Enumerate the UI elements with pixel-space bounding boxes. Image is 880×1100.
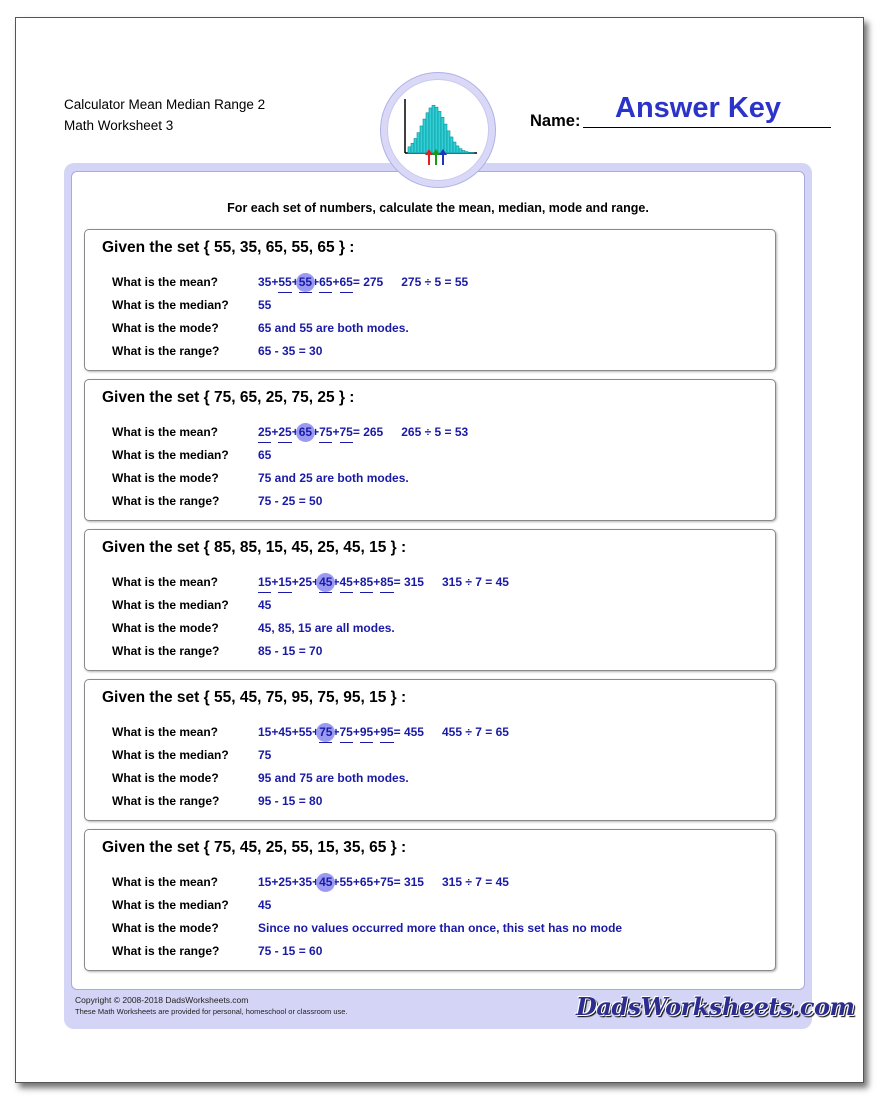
plus-sign: + xyxy=(312,425,320,439)
plus-sign: + xyxy=(271,875,279,889)
sorted-value: 75 xyxy=(380,875,394,889)
mode-answer: Since no values occurred more than once, this set has no mode xyxy=(258,921,623,935)
plus-sign: + xyxy=(291,725,299,739)
mean-question: What is the mean? xyxy=(112,425,219,439)
sorted-value: 55 xyxy=(278,275,292,289)
plus-sign: + xyxy=(291,875,299,889)
sorted-value: 35 xyxy=(298,875,313,889)
sorted-value: 65 xyxy=(339,275,353,289)
sorted-value: 25 xyxy=(278,425,292,439)
mean-question: What is the mean? xyxy=(112,275,219,289)
mean-division: 265 ÷ 5 = 53 xyxy=(401,425,469,439)
mode-question: What is the mode? xyxy=(112,621,219,635)
plus-sign: + xyxy=(312,725,320,739)
plus-sign: + xyxy=(332,725,340,739)
histogram-bar xyxy=(429,108,432,153)
plus-sign: + xyxy=(352,725,360,739)
sorted-value: 65 xyxy=(319,275,333,289)
median-answer: 45 xyxy=(258,598,272,612)
range-question: What is the range? xyxy=(112,344,220,358)
sorted-value: 35 xyxy=(258,275,272,289)
problem-card xyxy=(84,679,776,821)
sorted-value: 65 xyxy=(359,875,374,889)
plus-sign: + xyxy=(271,425,279,439)
mode-question: What is the mode? xyxy=(112,771,219,785)
median-question: What is the median? xyxy=(112,298,229,312)
histogram-bar xyxy=(408,147,411,153)
histogram-bar xyxy=(420,126,423,153)
histogram-bar xyxy=(432,105,435,153)
problem-card xyxy=(84,829,776,971)
median-value-highlighted: 75 xyxy=(319,725,333,739)
median-answer: 45 xyxy=(258,898,272,912)
range-question: What is the range? xyxy=(112,494,220,508)
plus-sign: + xyxy=(332,275,340,289)
histogram-bar xyxy=(414,139,417,153)
median-question: What is the median? xyxy=(112,898,229,912)
mode-answer: 45, 85, 15 are all modes. xyxy=(258,621,395,635)
worksheet-content xyxy=(71,171,805,990)
sorted-value: 15 xyxy=(258,725,272,739)
histogram-bar xyxy=(465,152,468,153)
problem-title: Given the set { 75, 65, 25, 75, 25 } : xyxy=(102,389,355,406)
sorted-value: 95 xyxy=(380,725,394,739)
mean-question: What is the mean? xyxy=(112,875,219,889)
median-question: What is the median? xyxy=(112,448,229,462)
median-question: What is the median? xyxy=(112,598,229,612)
plus-sign: + xyxy=(291,575,299,589)
mode-answer: 65 and 55 are both modes. xyxy=(258,321,409,335)
plus-sign: + xyxy=(312,875,320,889)
mode-question: What is the mode? xyxy=(112,321,219,335)
range-question: What is the range? xyxy=(112,794,220,808)
histogram-bar xyxy=(444,124,447,153)
mean-sum: = 275 xyxy=(352,275,384,289)
mean-answer xyxy=(258,425,468,439)
plus-sign: + xyxy=(373,575,381,589)
histogram-icon xyxy=(381,73,497,189)
plus-sign: + xyxy=(332,875,340,889)
range-answer: 65 - 35 = 30 xyxy=(258,344,323,358)
median-question: What is the median? xyxy=(112,748,229,762)
histogram-logo xyxy=(380,72,496,188)
sorted-value: 75 xyxy=(319,425,333,439)
histogram-bar xyxy=(456,146,459,153)
sorted-value: 45 xyxy=(278,725,292,739)
mean-division: 315 ÷ 7 = 45 xyxy=(441,575,509,589)
sorted-value: 75 xyxy=(339,425,353,439)
median-value-highlighted: 55 xyxy=(298,275,313,289)
problem-title: Given the set { 55, 45, 75, 95, 75, 95, 15 } : xyxy=(102,689,407,706)
mode-question: What is the mode? xyxy=(112,471,219,485)
footer-copyright: Copyright © 2008-2018 DadsWorksheets.com xyxy=(75,995,249,1005)
plus-sign: + xyxy=(312,575,320,589)
mean-answer xyxy=(258,575,509,589)
worksheet-subtitle: Math Worksheet 3 xyxy=(64,118,174,133)
median-answer: 75 xyxy=(258,748,272,762)
histogram-bar xyxy=(411,143,414,153)
mean-division: 315 ÷ 7 = 45 xyxy=(441,875,509,889)
sorted-value: 85 xyxy=(380,575,394,589)
histogram-bar xyxy=(450,137,453,153)
histogram-bar xyxy=(447,131,450,153)
plus-sign: + xyxy=(332,575,340,589)
plus-sign: + xyxy=(271,575,279,589)
problem-card xyxy=(84,529,776,671)
mean-question: What is the mean? xyxy=(112,575,219,589)
problem-card xyxy=(84,379,776,521)
plus-sign: + xyxy=(291,425,299,439)
histogram-bar xyxy=(459,149,462,153)
mean-sum: = 265 xyxy=(352,425,384,439)
mean-sum: = 315 xyxy=(393,575,424,589)
problem-title: Given the set { 55, 35, 65, 55, 65 } : xyxy=(102,239,355,256)
sorted-value: 55 xyxy=(339,875,353,889)
histogram-bar xyxy=(423,119,426,153)
median-answer: 65 xyxy=(258,448,272,462)
range-question: What is the range? xyxy=(112,644,220,658)
mean-answer xyxy=(258,725,509,739)
footer-note: These Math Worksheets are provided for personal, homeschool or classroom use. xyxy=(75,1007,348,1016)
plus-sign: + xyxy=(352,875,360,889)
histogram-bar xyxy=(468,152,471,153)
median-value-highlighted: 45 xyxy=(319,575,333,589)
sorted-value: 55 xyxy=(298,725,313,739)
histogram-bar xyxy=(441,117,444,153)
histogram-bar xyxy=(426,113,429,153)
histogram-bar xyxy=(438,111,441,153)
range-question: What is the range? xyxy=(112,944,220,958)
plus-sign: + xyxy=(291,275,299,289)
mean-sum: = 315 xyxy=(393,875,424,889)
worksheet-title: Calculator Mean Median Range 2 xyxy=(64,97,266,112)
problem-card xyxy=(84,229,776,371)
sorted-value: 25 xyxy=(258,425,272,439)
problem-title: Given the set { 75, 45, 25, 55, 15, 35, 65 } : xyxy=(102,839,407,856)
plus-sign: + xyxy=(373,725,381,739)
sorted-value: 15 xyxy=(258,875,272,889)
sorted-value: 75 xyxy=(339,725,353,739)
histogram-bar xyxy=(453,142,456,153)
histogram-bar xyxy=(435,107,438,153)
name-field-line xyxy=(583,127,831,128)
plus-sign: + xyxy=(312,275,320,289)
worksheet-frame xyxy=(64,163,855,1029)
sorted-value: 15 xyxy=(258,575,272,589)
plus-sign: + xyxy=(271,725,279,739)
mean-question: What is the mean? xyxy=(112,725,219,739)
sorted-value: 45 xyxy=(339,575,353,589)
plus-sign: + xyxy=(352,575,360,589)
mean-division: 455 ÷ 7 = 65 xyxy=(441,725,509,739)
histogram-bar xyxy=(417,133,420,153)
median-value-highlighted: 45 xyxy=(319,875,333,889)
sorted-value: 25 xyxy=(298,575,313,589)
plus-sign: + xyxy=(271,275,279,289)
dadsworksheets-logo: DadsWorksheets.com xyxy=(576,992,855,1021)
plus-sign: + xyxy=(332,425,340,439)
sorted-value: 25 xyxy=(278,875,292,889)
range-answer: 75 - 15 = 60 xyxy=(258,944,323,958)
range-answer: 85 - 15 = 70 xyxy=(258,644,323,658)
problem-title: Given the set { 85, 85, 15, 45, 25, 45, 15 } : xyxy=(102,539,407,556)
mode-question: What is the mode? xyxy=(112,921,219,935)
name-label: Name: xyxy=(530,112,581,130)
mean-sum: = 455 xyxy=(393,725,424,739)
instructions: For each set of numbers, calculate the mean, median, mode and range. xyxy=(227,201,649,215)
sorted-value: 85 xyxy=(359,575,374,589)
histogram-bar xyxy=(462,151,465,153)
mean-answer xyxy=(258,275,468,289)
plus-sign: + xyxy=(373,875,381,889)
sorted-value: 95 xyxy=(359,725,374,739)
mean-division: 275 ÷ 5 = 55 xyxy=(401,275,469,289)
mean-answer xyxy=(258,875,509,889)
answer-key-text: Answer Key xyxy=(615,92,782,124)
range-answer: 95 - 15 = 80 xyxy=(258,794,323,808)
sorted-value: 15 xyxy=(278,575,292,589)
median-value-highlighted: 65 xyxy=(298,425,313,439)
median-answer: 55 xyxy=(258,298,272,312)
range-answer: 75 - 25 = 50 xyxy=(258,494,323,508)
mode-answer: 75 and 25 are both modes. xyxy=(258,471,409,485)
mode-answer: 95 and 75 are both modes. xyxy=(258,771,409,785)
